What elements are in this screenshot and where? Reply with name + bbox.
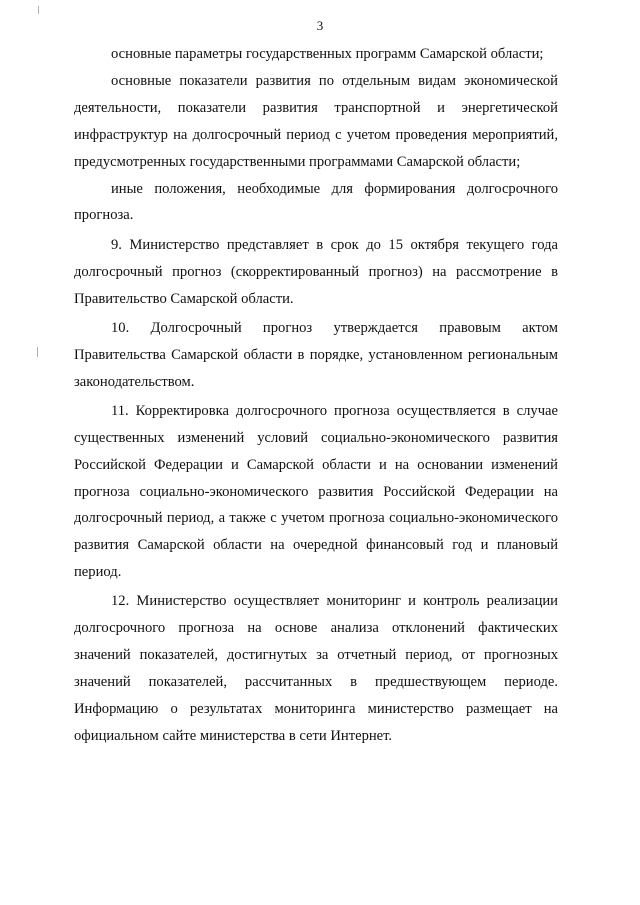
- scan-mark-middle: [37, 347, 38, 357]
- paragraph-item-10: 10. Долгосрочный прогноз утверждается правовым актом Правительства Самарской области в порядке, установленном региональным законодательством.: [74, 320, 558, 390]
- paragraph-other-provisions: иные положения, необходимые для формирования долгосрочного прогноза.: [74, 180, 558, 224]
- paragraph-item-11: 11. Корректировка долгосрочного прогноза осуществляется в случае существенных изменений условий социально-экономического развития Российской Федерации и Самарской области и на основании изменений прогноза социально-экономического развития Российской Федерации на долгосрочный период, а также с учетом прогноза социально-экономического развития Самарской области на очередной финансовый год и плановый период.: [74, 402, 558, 581]
- paragraph-program-parameters: основные параметры государственных программ Самарской области;: [111, 46, 544, 62]
- page-number: 3: [316, 18, 324, 33]
- paragraph-development-indicators: основные показатели развития по отдельным видам экономической деятельности, показатели развития транспортной и энергетической инфраструктур на долгосрочный период с учетом проведения мероприятий, предусмотренных государственными программами Самарской области;: [74, 72, 558, 170]
- paragraph-item-12: 12. Министерство осуществляет мониторинг и контроль реализации долгосрочного прогноза на основе анализа отклонений фактических значений показателей, достигнутых за отчетный период, от прогнозных значений показателей, рассчитанных в предшествующем периоде. Информацию о результатах мониторинга министерство размещает на официальном сайте министерства в сети Интернет.: [74, 593, 558, 744]
- paragraph-item-9: 9. Министерство представляет в срок до 15 октября текущего года долгосрочный прогноз (скорректированный прогноз) на рассмотрение в Правительство Самарской области.: [74, 237, 558, 308]
- scan-mark-top: [38, 6, 39, 14]
- document-body: [74, 41, 558, 750]
